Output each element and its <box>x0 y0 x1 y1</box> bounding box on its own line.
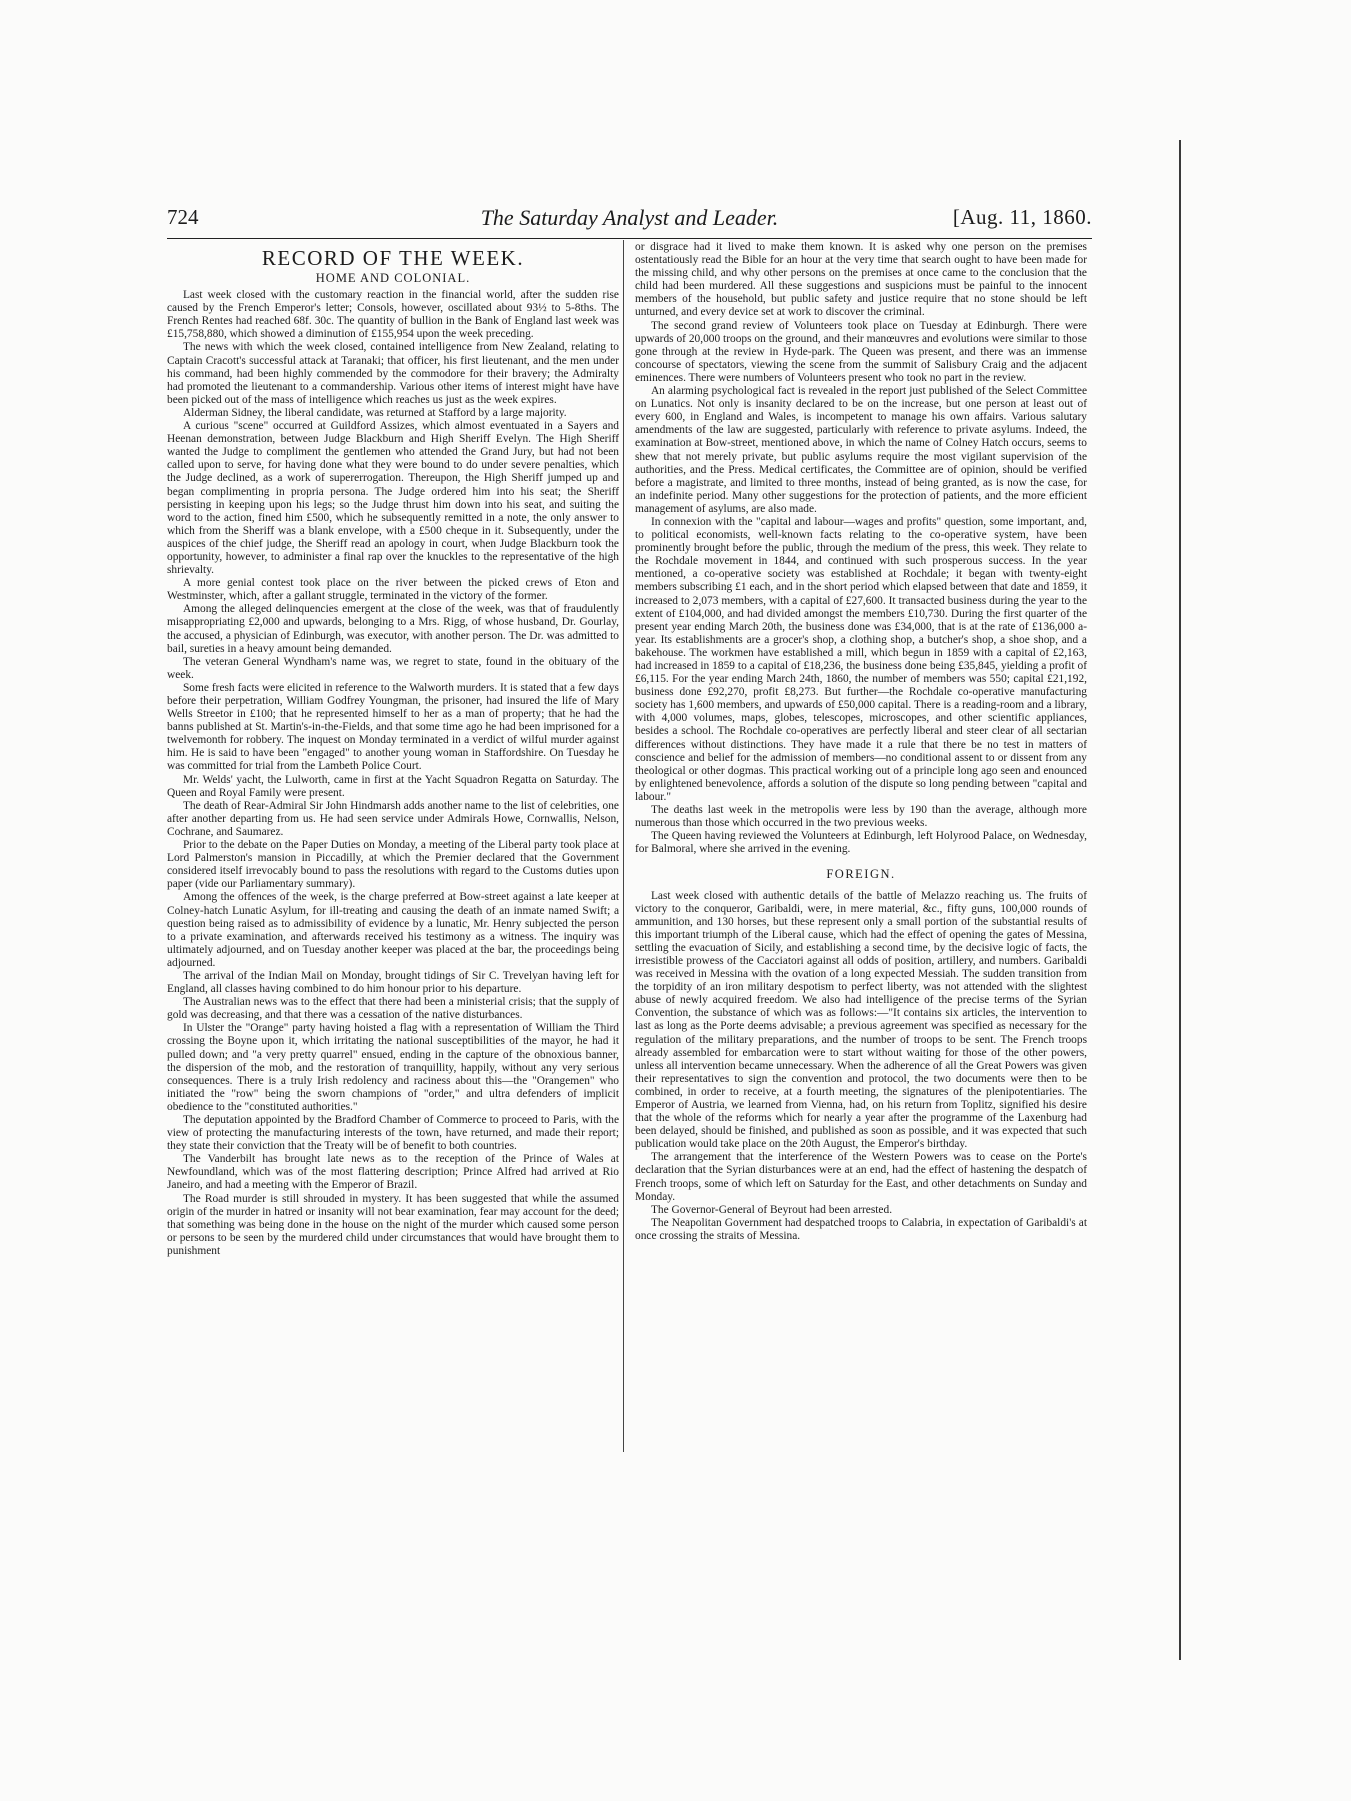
left-column <box>167 241 619 1258</box>
article-paragraph: An alarming psychological fact is revealed in the report just published of the Select Committee on Lunatics. Not only is insanity declared to be on the increase, but one person at least out of every 600, in England and Wales, is incompetent to manage his own affairs. Various salutary amendments of the law are suggested, particularly with reference to private asylums. Indeed, the examination at Bow-street, mentioned above, in which the name of Colney Hatch occurs, seems to shew that not merely private, but public asylums require the most vigilant supervision of the authorities, and the Press. Medical certificates, the Committee are of opinion, should be verified before a magistrate, and limited to three months, instead of being granted, as is now the case, for an indefinite period. Many other suggestions for the protection of patients, and the more efficient management of asylums, are also made. <box>635 385 1087 515</box>
page-edge-line <box>1179 140 1181 1660</box>
article-paragraph: Prior to the debate on the Paper Duties on Monday, a meeting of the Liberal party took place at Lord Palmerston's mansion in Piccadilly, at which the Premier declared that the Government considered itself irrevocably bound to pass the resolutions with regard to the Customs duties upon paper (vide our Parliamentary summary). <box>167 839 619 891</box>
foreign-paragraphs <box>635 890 1087 1244</box>
article-paragraph: The death of Rear-Admiral Sir John Hindmarsh adds another name to the list of celebrities, one after another departing from us. He had seen service under Admirals Howe, Cornwallis, Nelson, Cochrane, and Saumarez. <box>167 799 619 838</box>
article-paragraph: The Neapolitan Government had despatched troops to Calabria, in expectation of Garibaldi's at once crossing the straits of Messina. <box>635 1216 1087 1242</box>
article-paragraph: A curious "scene" occurred at Guildford Assizes, which almost eventuated in a Sayers and Heenan demonstration, between Judge Blackburn and High Sheriff Evelyn. The High Sheriff wanted the Judge to compliment the gentlemen who attended the Grand Jury, but had not been called upon to serve, for having done what they were bound to do under severe penalties, which the Judge declined, as a work of supererrogation. Thereupon, the High Sheriff jumped up and began complimenting in propria persona. The Judge ordered him into his seat; the Sheriff persisting in keeping upon his legs; so the Judge thrust him down into his seat, and suiting the word to the action, fined him £500, which he subsequently remitted in a note, the only answer to which from the Sheriff was a blank envelope, with a £500 cheque in it. Subsequently, under the auspices of the chief judge, the Sheriff read an apology in court, when Judge Blackburn took the opportunity, however, to administer a final rap over the knuckles to the representative of the high shrievalty. <box>167 420 619 577</box>
right-column <box>635 241 1087 1243</box>
article-paragraph: In connexion with the "capital and labour—wages and profits" question, some important, and, to political economists, well-known facts relating to the co-operative system, have been prominently brought before the public, through the medium of the press, this week. They relate to the Rochdale movement in 1844, and continued with such prosperous success. In the year mentioned, a co-operative society was established at Rochdale; it began with twenty-eight members subscribing £1 each, and in the short period which elapsed between that date and 1859, it increased to 2,073 members, with a capital of £27,600. It transacted business during the year to the extent of £104,000, and had divided amongst the members £10,730. During the first quarter of the present year ending March 20th, the business done was £34,000, that is at the rate of £136,000 a-year. Its establishments are a grocer's shop, a clothing shop, a butcher's shop, a shoe shop, and a bakehouse. The workmen have established a mill, which begun in 1859 with a capital of £2,163, had increased in 1859 to a capital of £18,236, the business done being £35,845, yielding a profit of £6,115. For the year ending March 24th, 1860, the number of members was 550; capital £21,192, business done £92,270, profit £8,273. But further—the Rochdale co-operative manufacturing society has 1,600 members, and upwards of £50,000 capital. There is a reading-room and a library, with 4,000 volumes, maps, globes, telescopes, microscopes, and other scientific appliances, besides a school. The Rochdale co-operatives are perfectly liberal and steer clear of all sectarian differences without distinctions. They have made it a rule that there be no test in matters of conscience and belief for the admission of members—no conditional assent to or dissent from any theological or other dogmas. This practical working out of a principle long ago seen and enounced by enlightened benevolence, affords a solution of the dispute so long pending between "capital and labour." <box>635 515 1087 803</box>
article-paragraph: The Queen having reviewed the Volunteers at Edinburgh, left Holyrood Palace, on Wednesday, for Balmoral, where she arrived in the evening. <box>635 830 1087 856</box>
left-paragraphs <box>167 289 619 1258</box>
article-paragraph: The second grand review of Volunteers took place on Tuesday at Edinburgh. There were upwards of 20,000 troops on the ground, and their manœuvres and evolutions were similar to those gone through at the review in Hyde-park. The Queen was present, and there was an immense concourse of spectators, viewing the scene from the summit of Salisbury Craig and the adjacent eminences. There were numbers of Volunteers present who took no part in the review. <box>635 319 1087 384</box>
article-paragraph: Mr. Welds' yacht, the Lulworth, came in first at the Yacht Squadron Regatta on Saturday. The Queen and Royal Family were present. <box>167 773 619 799</box>
article-paragraph: The Road murder is still shrouded in mystery. It has been suggested that while the assumed origin of the murder in hatred or insanity will not bear examination, fear may account for the deed; that something was being done in the house on the night of the murder which caused some person or persons to be seen by the murdered child under circumstances that would have brought them to punishment <box>167 1192 619 1257</box>
article-paragraph: The news with which the week closed, contained intelligence from New Zealand, relating to Captain Cracott's successful attack at Taranaki; that officer, his first lieutenant, and the men under his command, had been highly commended by the commodore for their bravery; the Admiralty had promoted the lieutenant to a commandership. Various other items of interest might have have been picked out of the mass of intelligence which reaches us just as the week expires. <box>167 341 619 406</box>
article-paragraph: Among the offences of the week, is the charge preferred at Bow-street against a late keeper at Colney-hatch Lunatic Asylum, for ill-treating and causing the death of an inmate named Swift; a question being raised as to admissibility of evidence by a lunatic, Mr. Henry subjected the person to a private examination, and afterwards received his testimony as a witness. The inquiry was ultimately adjourned, and on Tuesday another keeper was placed at the bar, the proceedings being adjourned. <box>167 891 619 969</box>
article-paragraph: A more genial contest took place on the river between the picked crews of Eton and Westminster, which, after a gallant struggle, terminated in the victory of the former. <box>167 577 619 603</box>
masthead-title: The Saturday Analyst and Leader. <box>480 205 779 230</box>
page-number: 724 <box>167 205 199 229</box>
article-paragraph: The Australian news was to the effect that there had been a ministerial crisis; that the supply of gold was decreasing, and that there was a cessation of the native disturbances. <box>167 996 619 1022</box>
article-paragraph: Last week closed with the customary reaction in the financial world, after the sudden rise caused by the French Emperor's letter; Consols, however, oscillated about 93½ to 5-8ths. The French Rentes had reached 68f. 30c. The quantity of bullion in the Bank of England last week was £15,758,880, which showed a diminution of £155,954 upon the week preceding. <box>167 289 619 341</box>
article-paragraph: The Governor-General of Beyrout had been arrested. <box>650 1203 893 1216</box>
section-title: RECORD OF THE WEEK. <box>261 246 525 270</box>
article-paragraph: The deaths last week in the metropolis were less by 190 than the average, although more numerous than those which occurred in the two previous weeks. <box>635 804 1087 830</box>
article-paragraph: Alderman Sidney, the liberal candidate, was returned at Stafford by a large majority. <box>182 406 567 419</box>
header-rule <box>167 238 1092 239</box>
article-paragraph: or disgrace had it lived to make them known. It is asked why one person on the premises ostentatiously read the Bible for an hour at the very time that search ought to have been made for the missing child, and why other persons on the premises at once came to the conclusion that the child had been murdered. All these suggestions and suspicions must be painful to the innocent members of the household, but public safety and justice require that no stone should be left unturned, and every device set at work to discover the criminal. <box>635 241 1087 319</box>
article-paragraph: The arrival of the Indian Mail on Monday, brought tidings of Sir C. Trevelyan having left for England, all classes having combined to do him honour prior to his departure. <box>167 969 619 996</box>
article-paragraph: In Ulster the "Orange" party having hoisted a flag with a representation of William the Third crossing the Boyne upon it, which irritating the national susceptibilities of the mayor, he had it pulled down; and "a very pretty quarrel" ensued, ending in the capture of the obnoxious banner, the dispersion of the mob, and the restoration of tranquillity, happily, without any very serious consequences. There is a truly Irish redolency and raciness about this—the "Orangemen" who initiated the "row" being the sworn champions of "order," and ultra defenders of implicit obedience to the "constituted authorities." <box>167 1022 619 1113</box>
article-paragraph: Last week closed with authentic details of the battle of Melazzo reaching us. The fruits of victory to the conqueror, Garibaldi, were, in mere material, &c., fifty guns, 100,000 rounds of ammunition, and 130 horses, but these represent only a small portion of the substantial results of this important triumph of the Liberal cause, which had the effect of opening the gates of Messina, settling the evacuation of Sicily, and establishing a second time, by the decisive logic of facts, the irresistible prowess of the Cacciatori against all odds of position, artillery, and numbers. Garibaldi was received in Messina with the ovation of a long expected Messiah. The sudden transition from the torpidity of an iron military despotism to perfect liberty, was not attended with the slightest abuse of newly acquired freedom. We also had intelligence of the precise terms of the Syrian Convention, the substance of which was as follows:—"It contains six articles, the intervention to last as long as the Porte deems advisable; a previous agreement was specified as necessary for the regulation of the military preparations, and the number of troops to be sent. The French troops already assembled for embarcation were to start without waiting for those of the other powers, unless all intervention became unnecessary. When the adherence of all the Great Powers was given their representatives to sign the convention and protocol, the two documents were then to be combined, in order to receive, at a fourth meeting, the signatures of the plenipotentiaries. The Emperor of Austria, we learned from Vienna, had, on his return from Toplitz, signified his desire that the whole of the reforms which for nearly a year after the programme of the Laxenburg had been delayed, should be finished, and published as soon as possible, and it was expected that such publication would take place on the 20th August, the Emperor's birthday. <box>635 889 1087 1151</box>
page-header <box>167 205 1092 235</box>
article-paragraph: The veteran General Wyndham's name was, we regret to state, found in the obituary of the week. <box>167 655 619 681</box>
article-paragraph: The arrangement that the interference of the Western Powers was to cease on the Porte's declaration that the Syrian disturbances were at an end, had the effect of hastening the despatch of French troops, some of which left on Saturday for the East, and other detachments on Sunday and Monday. <box>635 1151 1087 1203</box>
right-home-paragraphs <box>635 241 1087 856</box>
issue-date: [Aug. 11, 1860. <box>952 205 1092 229</box>
section-subtitle: HOME AND COLONIAL. <box>315 271 471 285</box>
article-paragraph: The Vanderbilt has brought late news as to the reception of the Prince of Wales at Newfoundland, which was of the most flattering description; Prince Alfred had arrived at Rio Janeiro, and had a meeting with the Emperor of Brazil. <box>167 1153 619 1192</box>
article-paragraph: The deputation appointed by the Bradford Chamber of Commerce to proceed to Paris, with the view of protecting the manufacturing interests of the town, have returned, and made their report; they state their conviction that the Treaty will be of benefit to both countries. <box>167 1114 619 1153</box>
column-divider <box>623 240 624 1452</box>
article-paragraph: Among the alleged delinquencies emergent at the close of the week, was that of fraudulently misappropriating £2,000 and upwards, belonging to a Mrs. Rigg, of whose husband, Dr. Gourlay, the accused, a physician of Edinburgh, was executor, with another person. The Dr. was admitted to bail, sureties in a heavy amount being demanded. <box>167 603 619 655</box>
foreign-heading: FOREIGN. <box>826 867 896 882</box>
article-paragraph: Some fresh facts were elicited in reference to the Walworth murders. It is stated that a few days before their perpetration, William Godfrey Youngman, the prisoner, had insured the life of Mary Wells Streetor in £100; that he represented himself to her as a man of property; that he had the banns published at St. Martin's-in-the-Fields, and that some time ago he had been imprisoned for a twelvemonth for robbery. The inquest on Monday terminated in a verdict of wilful murder against him. He is said to have been "engaged" to another young woman in Staffordshire. On Tuesday he was committed for trial from the Lambeth Police Court. <box>167 681 619 773</box>
